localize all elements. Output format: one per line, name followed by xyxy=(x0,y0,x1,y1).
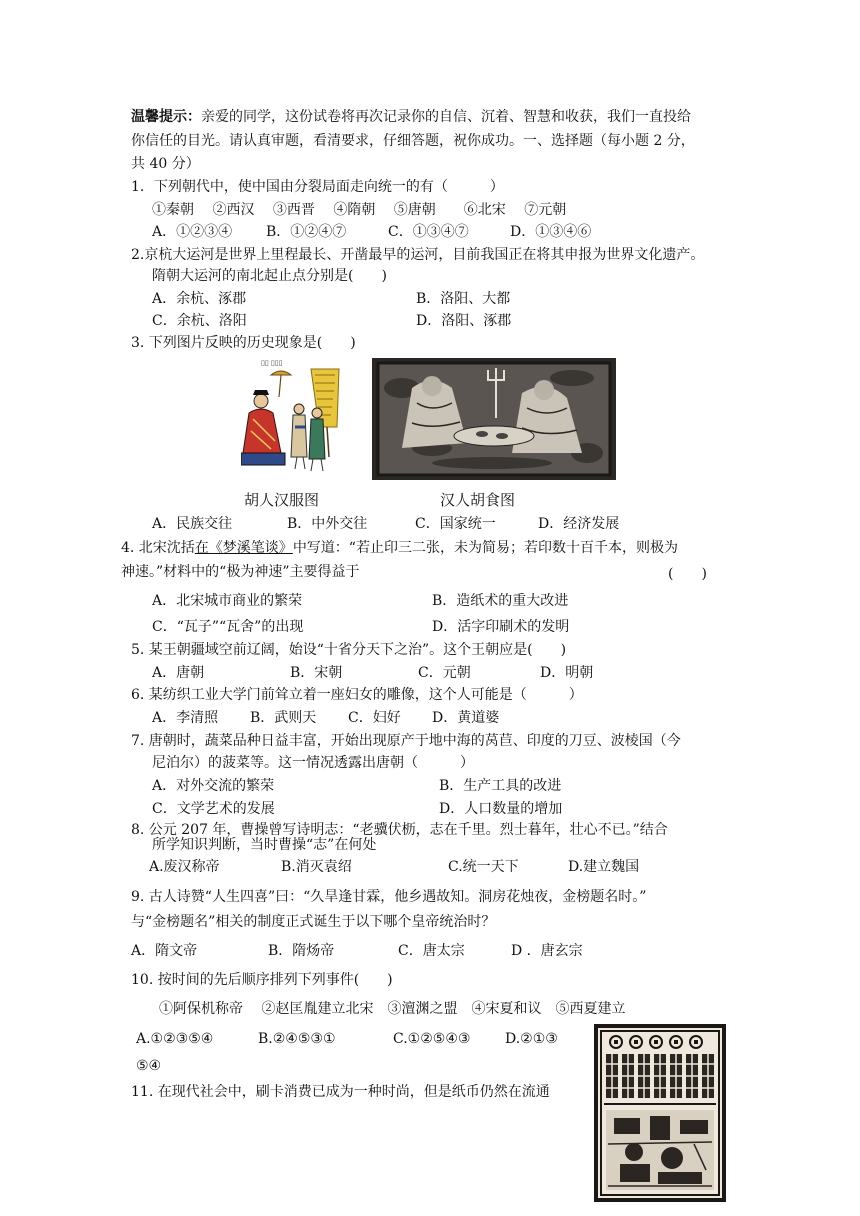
q3-option-d[interactable]: D．经济发展 xyxy=(538,516,620,532)
q2-option-c[interactable]: C．余杭、洛阳 xyxy=(152,313,247,329)
q4-option-b[interactable]: B．造纸术的重大改进 xyxy=(432,593,569,609)
q7-option-b[interactable]: B．生产工具的改进 xyxy=(439,778,562,794)
q2-stem-2: 隋朝大运河的南北起止点分别是( ) xyxy=(152,268,387,284)
q9-stem-2: 与“金榜题名”相关的制度正式诞生于以下哪个皇帝统治时？ xyxy=(131,914,496,930)
q3-option-a[interactable]: A．民族交往 xyxy=(152,516,233,532)
q5-option-a[interactable]: A．唐朝 xyxy=(152,665,205,681)
q10-items: ①阿保机称帝 ②赵匡胤建立北宋 ③澶渊之盟 ④宋夏和议 ⑤西夏建立 xyxy=(159,1001,626,1017)
q4-option-d[interactable]: D．活字印刷术的发明 xyxy=(432,619,570,635)
q10-option-d-wrap: ⑤④ xyxy=(136,1058,162,1074)
tip-line-3: 共 40 分） xyxy=(131,156,200,172)
svg-text:▯▯ ▯▯▯: ▯▯ ▯▯▯ xyxy=(261,359,283,367)
q4-paren: ( ) xyxy=(668,566,707,582)
q10-option-a[interactable]: A.①②③⑤④ xyxy=(136,1031,214,1047)
q8-stem-2: 所学知识判断，当时曹操“志”在何处 xyxy=(152,837,377,853)
tip-label: 温馨提示： xyxy=(131,109,201,125)
q10-option-b[interactable]: B.②④⑤③① xyxy=(258,1031,336,1047)
q9-option-b[interactable]: B．隋炀帝 xyxy=(268,943,335,959)
hu-in-han-clothes-image xyxy=(241,357,345,477)
q4-stem-2: 神速。”材料中的“极为神速”主要得益于 xyxy=(121,564,360,580)
q1-option-c[interactable]: C．①③④⑦ xyxy=(388,224,469,240)
q3-option-c[interactable]: C．国家统一 xyxy=(415,516,496,532)
q8-option-d[interactable]: D.建立魏国 xyxy=(568,859,640,875)
q4-stem-1 xyxy=(121,538,678,558)
q3-caption-right: 汉人胡食图 xyxy=(440,491,516,509)
q7-option-a[interactable]: A．对外交流的繁荣 xyxy=(152,778,275,794)
q8-option-a[interactable]: A.废汉称帝 xyxy=(149,859,220,875)
q9-option-c[interactable]: C．唐太宗 xyxy=(398,943,465,959)
q7-stem-1: 7. 唐朝时，蔬菜品种日益丰富，开始出现原产于地中海的莴苣、印度的刀豆、波棱国（今 xyxy=(131,733,681,749)
q8-stem-1: 8. 公元 207 年，曹操曾写诗明志：“老骥伏枥，志在千里。烈士暮年，壮心不已。”结合 xyxy=(131,822,668,838)
q4-option-c[interactable]: C．“瓦子”“瓦舍”的出现 xyxy=(152,619,304,635)
han-eating-hu-food-image xyxy=(372,358,616,480)
q2-option-a[interactable]: A．余杭、涿郡 xyxy=(152,291,247,307)
q10-stem: 10. 按时间的先后顺序排列下列事件( ) xyxy=(131,972,393,988)
q6-option-a[interactable]: A．李清照 xyxy=(152,710,219,726)
q2-stem-1: 2.京杭大运河是世界上里程最长、开凿最早的运河，目前我国正在将其申报为世界文化遗产。 xyxy=(131,247,705,263)
q9-option-a[interactable]: A．隋文帝 xyxy=(131,943,198,959)
q3-caption-left: 胡人汉服图 xyxy=(244,491,320,509)
q5-stem: 5. 某王朝疆域空前辽阔，始设“十省分天下之治”。这个王朝应是( ) xyxy=(131,642,567,658)
tip-line-1 xyxy=(131,107,691,127)
q6-stem: 6. 某纺织工业大学门前耸立着一座妇女的雕像，这个人可能是（ ） xyxy=(131,687,583,703)
tip-text-1: 亲爱的同学，这份试卷将再次记录你的自信、沉着、智慧和收获，我们一直投给 xyxy=(201,109,691,125)
q9-stem-1: 9. 古人诗赞“人生四喜”曰：“久旱逢甘霖，他乡遇故知。洞房花烛夜，金榜题名时。” xyxy=(131,889,647,905)
q1-items: ①秦朝 ②西汉 ③西晋 ④隋朝 ⑤唐朝 ⑥北宋 ⑦元朝 xyxy=(152,202,567,218)
q4-suffix: 中写道：“若止印三二张，未为简易；若印数十百千本，则极为 xyxy=(292,540,678,556)
tip-line-2: 你信任的目光。请认真审题，看清要求，仔细答题，祝你成功。一、选择题（每小题 2 分， xyxy=(131,133,695,149)
q11-stem: 11. 在现代社会中，刷卡消费已成为一种时尚，但是纸币仍然在流通 xyxy=(131,1084,550,1100)
q3-option-b[interactable]: B．中外交往 xyxy=(287,516,368,532)
q10-option-d[interactable]: D.②①③ xyxy=(505,1031,558,1047)
q4-underlined-text: 在《梦溪笔谈》 xyxy=(194,540,293,556)
q7-option-d[interactable]: D．人口数量的增加 xyxy=(439,801,563,817)
q1-stem: 1．下列朝代中，使中国由分裂局面走向统一的有（ ） xyxy=(131,179,504,195)
q10-option-c[interactable]: C.①②⑤④③ xyxy=(393,1031,471,1047)
q1-option-a[interactable]: A．①②③④ xyxy=(152,224,233,240)
q8-option-c[interactable]: C.统一天下 xyxy=(448,859,519,875)
q2-option-d[interactable]: D．洛阳、涿郡 xyxy=(416,313,512,329)
q4-prefix: 4. 北宋沈括 xyxy=(121,540,195,556)
q4-option-a[interactable]: A．北宋城市商业的繁荣 xyxy=(152,593,303,609)
q5-option-c[interactable]: C．元朝 xyxy=(418,665,471,681)
q8-option-b[interactable]: B.消灭袁绍 xyxy=(281,859,352,875)
q3-stem: 3. 下列图片反映的历史现象是( ) xyxy=(131,335,356,351)
q6-option-b[interactable]: B．武则天 xyxy=(250,710,317,726)
q1-option-d[interactable]: D．①③④⑥ xyxy=(510,224,592,240)
q7-option-c[interactable]: C．文学艺术的发展 xyxy=(152,801,275,817)
q7-stem-2: 尼泊尔）的菠菜等。这一情况透露出唐朝（ ） xyxy=(152,755,474,771)
q1-option-b[interactable]: B．①②④⑦ xyxy=(266,224,347,240)
ancient-paper-money-image xyxy=(594,1024,726,1202)
q2-option-b[interactable]: B．洛阳、大都 xyxy=(416,291,511,307)
q5-option-b[interactable]: B．宋朝 xyxy=(290,665,343,681)
q9-option-d[interactable]: D ．唐玄宗 xyxy=(511,943,583,959)
q6-option-d[interactable]: D．黄道婆 xyxy=(432,710,500,726)
q6-option-c[interactable]: C．妇好 xyxy=(348,710,401,726)
q5-option-d[interactable]: D．明朝 xyxy=(540,665,594,681)
